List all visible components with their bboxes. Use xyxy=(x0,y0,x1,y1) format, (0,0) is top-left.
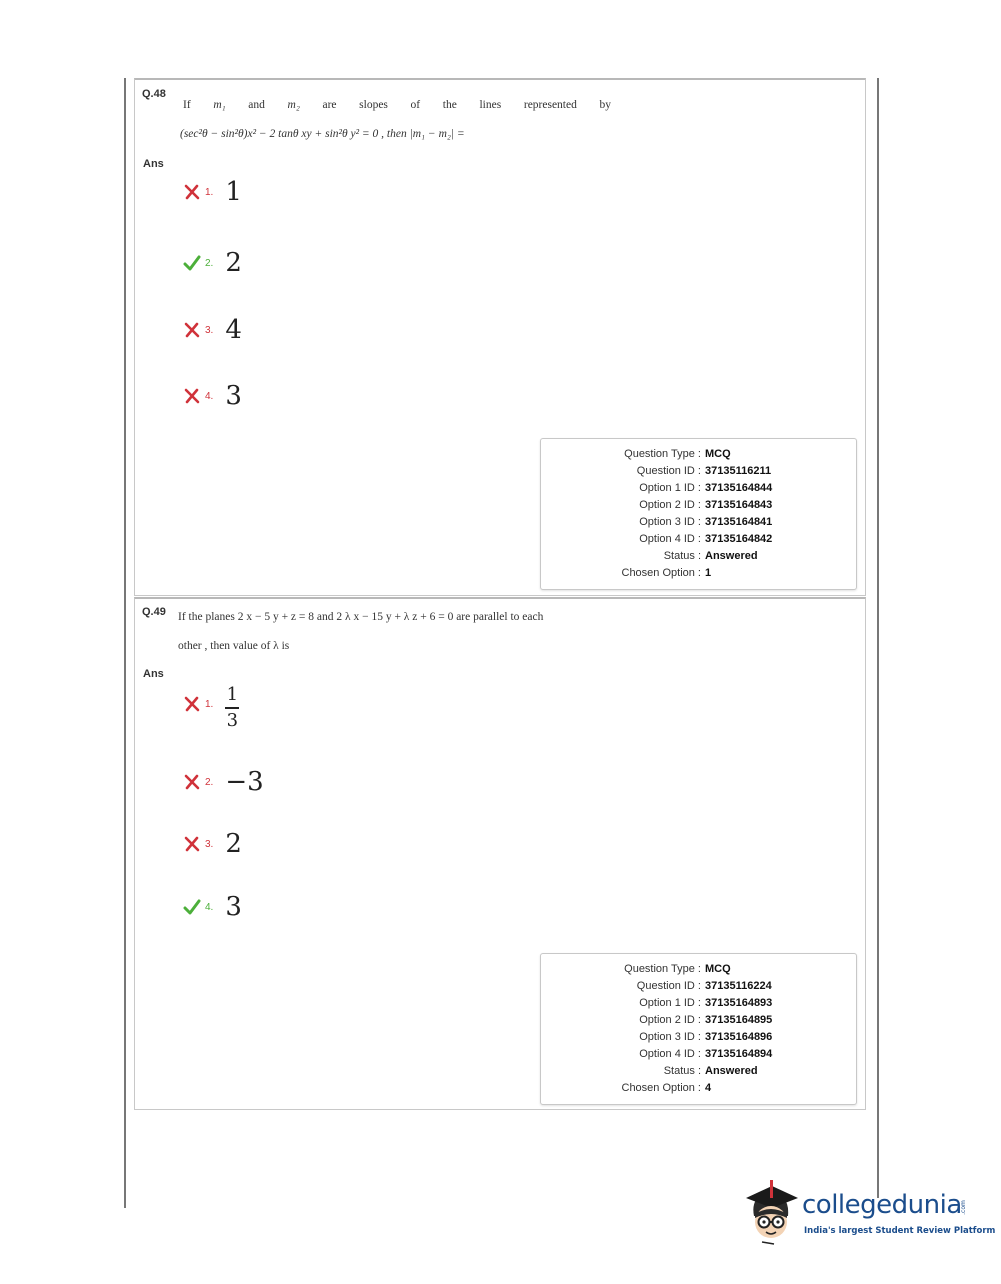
collegedunia-logo xyxy=(740,1176,996,1246)
info-row: Option 2 ID : 37135164843 xyxy=(639,499,773,511)
mascot-icon xyxy=(740,1176,802,1246)
question-text-line2: (sec²θ − sin²θ)x² − 2 tanθ xy + sin²θ y² = 0 , then |m₁ − m₂| = xyxy=(180,128,465,140)
word: the xyxy=(442,99,457,111)
word: m₁ xyxy=(213,99,226,111)
info-row: Option 4 ID : 37135164842 xyxy=(639,533,773,545)
option-number: 4. xyxy=(205,390,214,402)
info-row: Option 1 ID : 37135164844 xyxy=(639,482,773,494)
option-value: 4 xyxy=(225,315,242,345)
option-number: 2. xyxy=(205,257,214,269)
option-number: 4. xyxy=(205,901,214,913)
option-1 xyxy=(183,172,242,212)
logo-wordmark: collegedunia xyxy=(802,1190,962,1220)
info-row: Option 3 ID : 37135164841 xyxy=(639,516,773,528)
question-text-line2: other , then value of λ is xyxy=(178,640,290,652)
answer-label: Ans xyxy=(143,668,164,680)
option-number: 3. xyxy=(205,838,214,850)
option-value: 1 xyxy=(225,177,242,207)
fraction-bar xyxy=(225,707,239,709)
info-row: Option 3 ID : 37135164896 xyxy=(639,1031,773,1043)
word: represented xyxy=(523,99,577,111)
word: of xyxy=(410,99,421,111)
question-text-line1: If the planes 2 x − 5 y + z = 8 and 2 λ x − 15 y + λ z + 6 = 0 are parallel to each xyxy=(178,611,544,623)
logo-tagline: India's largest Student Review Platform xyxy=(804,1226,996,1236)
option-1 xyxy=(183,684,239,731)
question-text-line1 xyxy=(183,99,611,111)
fraction-numerator: 1 xyxy=(226,684,239,706)
option-value: 3 xyxy=(225,892,242,922)
info-row: Question Type : MCQ xyxy=(624,963,731,975)
info-row: Question ID : 37135116224 xyxy=(636,980,772,992)
info-row: Question ID : 37135116211 xyxy=(636,465,772,477)
cross-icon xyxy=(183,387,201,405)
option-number: 3. xyxy=(205,324,214,336)
fraction-value xyxy=(225,685,239,731)
word: lines xyxy=(479,99,502,111)
option-value: 2 xyxy=(225,829,242,859)
question-number: Q.48 xyxy=(142,88,166,100)
option-number: 1. xyxy=(205,698,214,710)
option-value: −3 xyxy=(225,767,264,797)
option-4 xyxy=(183,376,242,416)
cross-icon xyxy=(183,835,201,853)
logo-suffix: .com xyxy=(959,1200,967,1215)
option-2 xyxy=(183,762,264,802)
word: by xyxy=(599,99,611,111)
cross-icon xyxy=(183,321,201,339)
option-value: 2 xyxy=(225,248,242,278)
page-left-border xyxy=(124,78,126,1208)
cross-icon xyxy=(183,183,201,201)
word: slopes xyxy=(359,99,388,111)
word: and xyxy=(248,99,265,111)
check-icon xyxy=(183,898,201,916)
option-value: 3 xyxy=(225,381,242,411)
option-2 xyxy=(183,243,242,283)
cross-icon xyxy=(183,773,201,791)
word: If xyxy=(183,99,191,111)
info-row: Chosen Option : 1 xyxy=(621,567,712,579)
answer-label: Ans xyxy=(143,158,164,170)
option-3 xyxy=(183,310,242,350)
fraction-denominator: 3 xyxy=(226,709,239,731)
info-row: Option 2 ID : 37135164895 xyxy=(639,1014,773,1026)
option-number: 2. xyxy=(205,776,214,788)
option-4 xyxy=(183,887,242,927)
info-row: Option 1 ID : 37135164893 xyxy=(639,997,773,1009)
question-info-panel xyxy=(540,438,857,590)
info-row: Chosen Option : 4 xyxy=(621,1082,712,1094)
info-row: Question Type : MCQ xyxy=(624,448,731,460)
option-number: 1. xyxy=(205,186,214,198)
cross-icon xyxy=(183,695,201,713)
info-row: Status : Answered xyxy=(663,550,758,562)
page-right-border xyxy=(877,78,879,1198)
word: m₂ xyxy=(287,99,300,111)
question-info-panel xyxy=(540,953,857,1105)
option-3 xyxy=(183,824,242,864)
info-row: Option 4 ID : 37135164894 xyxy=(639,1048,773,1060)
word: are xyxy=(322,99,337,111)
question-number: Q.49 xyxy=(142,606,166,618)
check-icon xyxy=(183,254,201,272)
info-row: Status : Answered xyxy=(663,1065,758,1077)
